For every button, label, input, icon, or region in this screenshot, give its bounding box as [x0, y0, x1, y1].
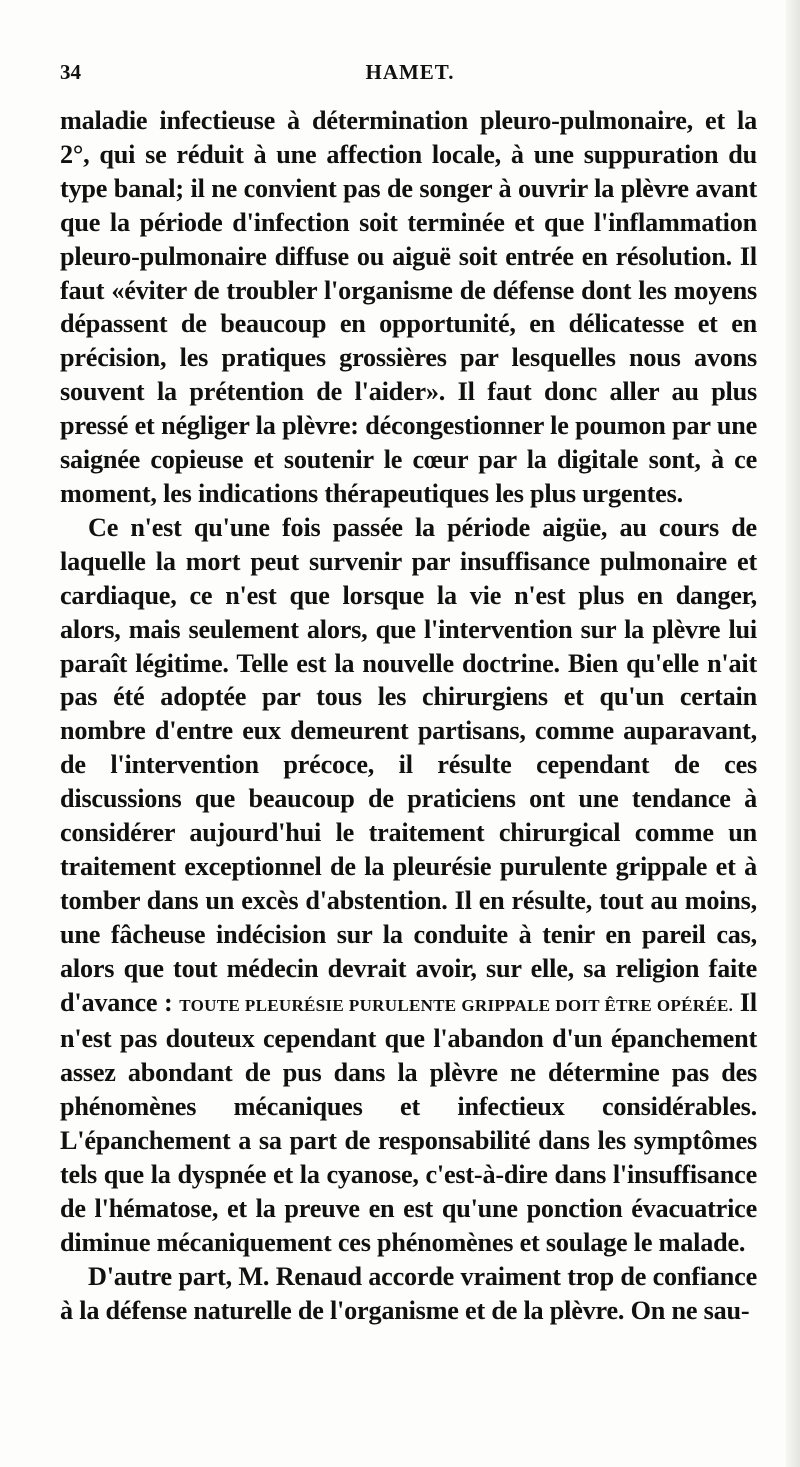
page-number: 34	[60, 60, 81, 84]
paragraph-2	[60, 511, 757, 1260]
running-title: HAMET.	[365, 60, 455, 84]
paragraph-1-text: maladie infectieuse à détermination pleuro-pulmonaire, et la 2°, qui se réduit à une affection locale, à une suppuration du type banal; il ne convient pas de songer à ouvrir la plèvre avant que la période d'infection soit terminée et que l'inflammation pleuro-pulmonaire diffuse ou aiguë soit entrée en résolution. Il faut «éviter de troubler l'organisme de défense dont les moyens dépassent de beaucoup en opportunité, en délicatesse et en précision, les pratiques grossières par lesquelles nous avons souvent la prétention de l'aider». Il faut donc aller au plus pressé et négliger la plèvre: décongestionner le poumon par une saignée copieuse et soutenir le cœur par la digitale sont, à ce moment, les indications thérapeutiques les plus urgentes.	[60, 106, 757, 508]
paragraph-2-text: Ce n'est qu'une fois passée la période aigüe, au cours de laquelle la mort peut survenir par insuffisance pulmonaire et cardiaque, ce n'est que lorsque la vie n'est plus en danger, alors, mais seulement alors, que l'intervention sur la plèvre lui paraît légitime. Telle est la nouvelle doctrine. Bien qu'elle n'ait pas été adoptée par tous les chirurgiens et qu'un certain nombre d'entre eux demeurent partisans, comme auparavant, de l'intervention précoce, il résulte cependant de ces discussions que beaucoup de praticiens ont une tendance à considérer aujourd'hui le traitement chirurgical comme un traitement exceptionnel de la pleurésie purulente grippale et à tomber dans un excès d'abstention. Il en résulte, tout au moins, une fâcheuse indécision sur la conduite à tenir en pareil cas, alors que tout médecin devrait avoir, sur elle, sa religion faite d'avance :	[60, 512, 757, 1017]
paragraph-1	[60, 104, 757, 511]
body-text	[60, 104, 757, 1328]
paragraph-3	[60, 1260, 757, 1328]
page-edge	[786, 0, 800, 1467]
paragraph-2-continuation: Il n'est pas douteux cependant que l'abandon d'un épanchement assez abondant de pus dans la plèvre ne détermine pas des phénomènes mécaniques et infectieux considérables. L'épanchement a sa part de responsabilité dans les symptômes tels que la dyspnée et la cyanose, c'est-à-dire dans l'insuffisance de l'hématose, et la preuve en est qu'une ponction évacuatrice diminue mécaniquement ces phénomènes et soulage le malade.	[60, 987, 757, 1257]
paragraph-3-text: D'autre part, M. Renaud accorde vraiment trop de confiance à la défense naturelle de l'organisme et de la plèvre. On ne sau-	[60, 1261, 757, 1325]
page-header	[60, 60, 760, 92]
emphasized-maxim: TOUTE PLEURÉSIE PURULENTE GRIPPALE DOIT ÊTRE OPÉRÉE.	[179, 995, 734, 1015]
